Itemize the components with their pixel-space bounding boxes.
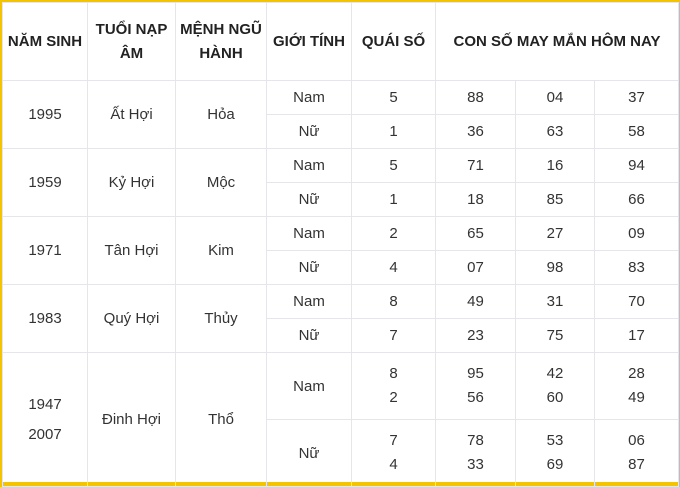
- lucky-number-cell: [516, 353, 595, 420]
- lucky-number: 56: [467, 389, 484, 406]
- lucky-number: 53: [546, 432, 564, 449]
- lucky-number-cell: 98: [516, 251, 595, 285]
- lucky-number-cell: [436, 353, 516, 420]
- year-cell: 1971: [3, 217, 88, 285]
- lucky-number-cell: 09: [595, 217, 679, 251]
- header-row: [3, 3, 679, 81]
- year-value: 2007: [28, 425, 62, 443]
- year-cell: 1983: [3, 285, 88, 353]
- lucky-number: 95: [467, 365, 484, 382]
- gender-cell: Nam: [267, 285, 352, 319]
- gender-cell: Nữ: [267, 183, 352, 217]
- gender-cell: Nam: [267, 217, 352, 251]
- header-con-so-may-man: CON SỐ MAY MẮN HÔM NAY: [436, 3, 679, 81]
- table-row: [3, 149, 679, 183]
- year-cell: [3, 353, 88, 487]
- lucky-number-cell: 66: [595, 183, 679, 217]
- lucky-number: 69: [546, 456, 564, 473]
- table-row: [3, 353, 679, 420]
- lucky-number-cell: 75: [516, 319, 595, 353]
- lucky-number-cell: 37: [595, 81, 679, 115]
- can-chi-cell: Kỷ Hợi: [88, 149, 176, 217]
- table-row: [3, 217, 679, 251]
- year-cell: 1995: [3, 81, 88, 149]
- lucky-number-cell: 94: [595, 149, 679, 183]
- gender-cell: Nam: [267, 81, 352, 115]
- lucky-number-cell: 71: [436, 149, 516, 183]
- lucky-number-table: [2, 2, 679, 487]
- lucky-number-cell: 65: [436, 217, 516, 251]
- lucky-number-cell: 70: [595, 285, 679, 319]
- menh-cell: Kim: [176, 217, 267, 285]
- gender-cell: Nam: [267, 149, 352, 183]
- lucky-number-cell: 88: [436, 81, 516, 115]
- table-row: [3, 285, 679, 319]
- quai-so-cell: 5: [352, 149, 436, 183]
- lucky-number: 42: [546, 365, 564, 382]
- lucky-number-cell: 31: [516, 285, 595, 319]
- table-row: [3, 81, 679, 115]
- gender-cell: Nữ: [267, 420, 352, 487]
- header-tuoi-nap-am: TUỔI NẠP ÂM: [88, 3, 176, 81]
- lucky-number-cell: [595, 353, 679, 420]
- quai-so-value: 7: [389, 432, 398, 449]
- menh-cell: Hỏa: [176, 81, 267, 149]
- quai-so-value: 4: [389, 456, 398, 473]
- lucky-number-cell: 23: [436, 319, 516, 353]
- quai-so-cell: [352, 353, 436, 420]
- header-gioi-tinh: GIỚI TÍNH: [267, 3, 352, 81]
- lucky-number-cell: 27: [516, 217, 595, 251]
- lucky-number: 87: [628, 456, 645, 473]
- quai-so-cell: 1: [352, 115, 436, 149]
- year-cell: 1959: [3, 149, 88, 217]
- lucky-number-cell: 58: [595, 115, 679, 149]
- lucky-number: 60: [546, 389, 564, 406]
- can-chi-cell: Tân Hợi: [88, 217, 176, 285]
- lucky-number-cell: 18: [436, 183, 516, 217]
- can-chi-cell: Ất Hợi: [88, 81, 176, 149]
- quai-so-cell: 7: [352, 319, 436, 353]
- lucky-number-cell: 63: [516, 115, 595, 149]
- quai-so-value: 8: [389, 365, 398, 382]
- lucky-number: 78: [467, 432, 484, 449]
- header-nam-sinh: NĂM SINH: [3, 3, 88, 81]
- gender-cell: Nữ: [267, 319, 352, 353]
- can-chi-cell: Đinh Hợi: [88, 353, 176, 487]
- lucky-number-cell: 83: [595, 251, 679, 285]
- lucky-number-cell: 85: [516, 183, 595, 217]
- quai-so-cell: 8: [352, 285, 436, 319]
- quai-so-cell: 1: [352, 183, 436, 217]
- lucky-number-cell: 04: [516, 81, 595, 115]
- menh-cell: Mộc: [176, 149, 267, 217]
- quai-so-cell: [352, 420, 436, 487]
- lucky-number-cell: [595, 420, 679, 487]
- quai-so-cell: 2: [352, 217, 436, 251]
- quai-so-cell: 4: [352, 251, 436, 285]
- lucky-number-panel: [2, 2, 678, 482]
- lucky-number: 06: [628, 432, 645, 449]
- lucky-number-cell: 49: [436, 285, 516, 319]
- year-value: 1947: [28, 395, 62, 413]
- quai-so-cell: 5: [352, 81, 436, 115]
- lucky-number: 33: [467, 456, 484, 473]
- menh-cell: Thủy: [176, 285, 267, 353]
- gender-cell: Nữ: [267, 251, 352, 285]
- lucky-number-cell: 36: [436, 115, 516, 149]
- lucky-number-cell: 07: [436, 251, 516, 285]
- lucky-number-cell: 17: [595, 319, 679, 353]
- gender-cell: Nam: [267, 353, 352, 420]
- gender-cell: Nữ: [267, 115, 352, 149]
- lucky-number-cell: 16: [516, 149, 595, 183]
- header-quai-so: QUÁI SỐ: [352, 3, 436, 81]
- header-menh-ngu-hanh: MỆNH NGŨ HÀNH: [176, 3, 267, 81]
- lucky-number: 28: [628, 365, 645, 382]
- quai-so-value: 2: [389, 389, 398, 406]
- lucky-number-cell: [436, 420, 516, 487]
- menh-cell: Thổ: [176, 353, 267, 487]
- lucky-number: 49: [628, 389, 645, 406]
- lucky-number-cell: [516, 420, 595, 487]
- can-chi-cell: Quý Hợi: [88, 285, 176, 353]
